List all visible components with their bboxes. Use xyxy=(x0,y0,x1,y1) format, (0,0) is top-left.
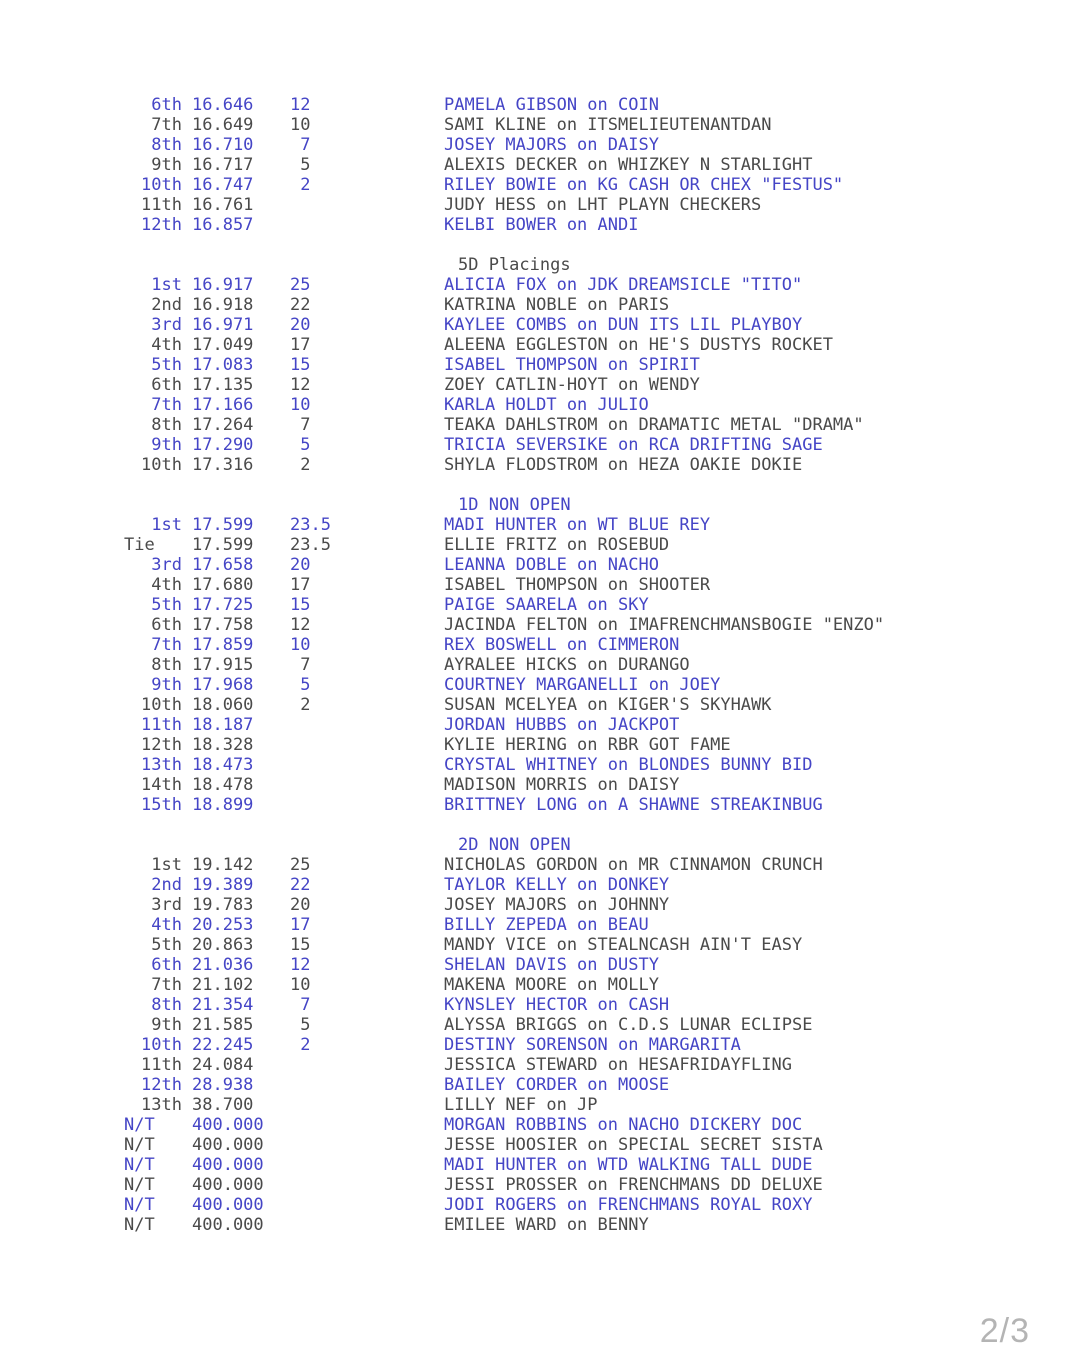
section-title[interactable]: 1D NON OPEN xyxy=(458,495,571,515)
points-cell: 7 xyxy=(290,415,311,435)
points-cell xyxy=(290,1135,336,1155)
time-cell: 400.000 xyxy=(192,1175,264,1195)
time-cell: 19.389 xyxy=(192,875,254,895)
points-cell xyxy=(290,715,336,735)
result-row[interactable] xyxy=(124,715,884,735)
time-cell: 17.968 xyxy=(192,675,254,695)
time-cell: 18.060 xyxy=(192,695,254,715)
result-row xyxy=(124,975,884,995)
time-cell: 16.761 xyxy=(192,195,254,215)
points-cell xyxy=(290,1155,336,1175)
time-cell: 21.102 xyxy=(192,975,254,995)
place-cell: 10th xyxy=(141,695,182,715)
result-row xyxy=(124,575,884,595)
time-cell: 17.290 xyxy=(192,435,254,455)
rider-horse-cell: MAKENA MOORE on MOLLY xyxy=(444,975,659,995)
rider-horse-cell: MORGAN ROBBINS on NACHO DICKERY DOC xyxy=(444,1115,803,1135)
place-cell: N/T xyxy=(124,1175,155,1195)
time-cell: 19.783 xyxy=(192,895,254,915)
section-title: 5D Placings xyxy=(458,255,571,275)
result-row xyxy=(124,335,884,355)
result-row[interactable] xyxy=(124,515,884,535)
result-row xyxy=(124,615,884,635)
result-row[interactable] xyxy=(124,955,884,975)
place-cell: 14th xyxy=(141,775,182,795)
result-row[interactable] xyxy=(124,635,884,655)
rider-horse-cell: JORDAN HUBBS on JACKPOT xyxy=(444,715,680,735)
rider-horse-cell: NICHOLAS GORDON on MR CINNAMON CRUNCH xyxy=(444,855,823,875)
time-cell: 17.166 xyxy=(192,395,254,415)
points-cell: 20 xyxy=(290,895,311,915)
place-cell: 7th xyxy=(151,975,182,995)
result-row[interactable] xyxy=(124,755,884,775)
place-cell: 5th xyxy=(151,595,182,615)
points-cell: 23.5 xyxy=(290,535,331,555)
place-cell: N/T xyxy=(124,1155,155,1175)
result-row[interactable] xyxy=(124,1195,884,1215)
result-row[interactable] xyxy=(124,795,884,815)
points-cell: 2 xyxy=(290,1035,311,1055)
time-cell: 18.478 xyxy=(192,775,254,795)
points-cell: 23.5 xyxy=(290,515,331,535)
time-cell: 38.700 xyxy=(192,1095,254,1115)
place-cell: 15th xyxy=(141,795,182,815)
time-cell: 400.000 xyxy=(192,1195,264,1215)
time-cell: 400.000 xyxy=(192,1155,264,1175)
place-cell: 9th xyxy=(151,435,182,455)
rider-horse-cell: BRITTNEY LONG on A SHAWNE STREAKINBUG xyxy=(444,795,823,815)
result-row xyxy=(124,855,884,875)
place-cell: N/T xyxy=(124,1135,155,1155)
result-row[interactable] xyxy=(124,875,884,895)
place-cell: 10th xyxy=(141,1035,182,1055)
result-row xyxy=(124,1095,884,1115)
section-2d-non-open xyxy=(124,835,884,1235)
rider-horse-cell: KATRINA NOBLE on PARIS xyxy=(444,295,670,315)
rider-horse-cell: ALYSSA BRIGGS on C.D.S LUNAR ECLIPSE xyxy=(444,1015,813,1035)
place-cell: 1st xyxy=(151,515,182,535)
rider-horse-cell: KYNSLEY HECTOR on CASH xyxy=(444,995,670,1015)
place-cell: Tie xyxy=(124,535,155,555)
result-row[interactable] xyxy=(124,175,884,195)
results-document xyxy=(124,95,884,1235)
result-row[interactable] xyxy=(124,995,884,1015)
place-cell: 8th xyxy=(151,995,182,1015)
place-cell: 2nd xyxy=(151,295,182,315)
points-cell: 5 xyxy=(290,435,311,455)
result-row[interactable] xyxy=(124,275,884,295)
rider-horse-cell: RILEY BOWIE on KG CASH OR CHEX "FESTUS" xyxy=(444,175,844,195)
result-row[interactable] xyxy=(124,355,884,375)
result-row[interactable] xyxy=(124,135,884,155)
time-cell: 400.000 xyxy=(192,1135,264,1155)
result-row xyxy=(124,155,884,175)
place-cell: N/T xyxy=(124,1115,155,1135)
rider-horse-cell: TAYLOR KELLY on DONKEY xyxy=(444,875,670,895)
points-cell: 2 xyxy=(290,455,311,475)
result-row xyxy=(124,1135,884,1155)
place-cell: 5th xyxy=(151,355,182,375)
place-cell: 11th xyxy=(141,715,182,735)
time-cell: 21.036 xyxy=(192,955,254,975)
time-cell: 16.917 xyxy=(192,275,254,295)
rider-horse-cell: KELBI BOWER on ANDI xyxy=(444,215,639,235)
result-row[interactable] xyxy=(124,1155,884,1175)
rider-horse-cell: JOSEY MAJORS on JOHNNY xyxy=(444,895,670,915)
rider-horse-cell: ZOEY CATLIN-HOYT on WENDY xyxy=(444,375,700,395)
result-row xyxy=(124,375,884,395)
time-cell: 17.680 xyxy=(192,575,254,595)
place-cell: 9th xyxy=(151,155,182,175)
points-cell: 17 xyxy=(290,575,311,595)
rider-horse-cell: AYRALEE HICKS on DURANGO xyxy=(444,655,690,675)
result-row[interactable] xyxy=(124,435,884,455)
rider-horse-cell: CRYSTAL WHITNEY on BLONDES BUNNY BID xyxy=(444,755,813,775)
time-cell: 17.725 xyxy=(192,595,254,615)
time-cell: 400.000 xyxy=(192,1115,264,1135)
result-row[interactable] xyxy=(124,675,884,695)
result-row[interactable] xyxy=(124,315,884,335)
result-row xyxy=(124,775,884,795)
rider-horse-cell: PAMELA GIBSON on COIN xyxy=(444,95,659,115)
place-cell: 12th xyxy=(141,735,182,755)
result-row xyxy=(124,195,884,215)
result-row[interactable] xyxy=(124,1035,884,1055)
rider-horse-cell: ALEENA EGGLESTON on HE'S DUSTYS ROCKET xyxy=(444,335,833,355)
result-row[interactable] xyxy=(124,395,884,415)
time-cell: 28.938 xyxy=(192,1075,254,1095)
result-row xyxy=(124,1175,884,1195)
points-cell: 7 xyxy=(290,995,311,1015)
points-cell: 15 xyxy=(290,595,311,615)
rider-horse-cell: EMILEE WARD on BENNY xyxy=(444,1215,649,1235)
time-cell: 17.658 xyxy=(192,555,254,575)
points-cell: 10 xyxy=(290,115,311,135)
place-cell: 1st xyxy=(151,275,182,295)
time-cell: 16.971 xyxy=(192,315,254,335)
points-cell: 20 xyxy=(290,555,311,575)
points-cell: 12 xyxy=(290,955,311,975)
points-cell: 17 xyxy=(290,335,311,355)
rider-horse-cell: SAMI KLINE on ITSMELIEUTENANTDAN xyxy=(444,115,772,135)
result-row xyxy=(124,695,884,715)
place-cell: 12th xyxy=(141,215,182,235)
points-cell xyxy=(290,1175,336,1195)
rider-horse-cell: ISABEL THOMPSON on SPIRIT xyxy=(444,355,700,375)
points-cell xyxy=(290,1195,336,1215)
rider-horse-cell: COURTNEY MARGANELLI on JOEY xyxy=(444,675,721,695)
result-row xyxy=(124,295,884,315)
time-cell: 18.899 xyxy=(192,795,254,815)
rider-horse-cell: MANDY VICE on STEALNCASH AIN'T EASY xyxy=(444,935,803,955)
time-cell: 16.710 xyxy=(192,135,254,155)
time-cell: 17.859 xyxy=(192,635,254,655)
result-row[interactable] xyxy=(124,555,884,575)
rider-horse-cell: TRICIA SEVERSIKE on RCA DRIFTING SAGE xyxy=(444,435,823,455)
time-cell: 21.585 xyxy=(192,1015,254,1035)
points-cell: 10 xyxy=(290,635,311,655)
place-cell: 4th xyxy=(151,335,182,355)
rider-horse-cell: LEANNA DOBLE on NACHO xyxy=(444,555,659,575)
points-cell: 17 xyxy=(290,915,311,935)
place-cell: 5th xyxy=(151,935,182,955)
rider-horse-cell: ALEXIS DECKER on WHIZKEY N STARLIGHT xyxy=(444,155,813,175)
rider-horse-cell: SHYLA FLODSTROM on HEZA OAKIE DOKIE xyxy=(444,455,803,475)
time-cell: 17.049 xyxy=(192,335,254,355)
points-cell: 25 xyxy=(290,275,311,295)
result-row xyxy=(124,1055,884,1075)
result-row[interactable] xyxy=(124,1075,884,1095)
place-cell: 13th xyxy=(141,1095,182,1115)
points-cell xyxy=(290,1115,336,1135)
rider-horse-cell: BILLY ZEPEDA on BEAU xyxy=(444,915,649,935)
time-cell: 17.758 xyxy=(192,615,254,635)
place-cell: 3rd xyxy=(151,315,182,335)
points-cell: 10 xyxy=(290,975,311,995)
points-cell xyxy=(290,775,336,795)
result-row xyxy=(124,935,884,955)
points-cell: 5 xyxy=(290,1015,311,1035)
time-cell: 18.187 xyxy=(192,715,254,735)
time-cell: 17.915 xyxy=(192,655,254,675)
results-sections xyxy=(124,95,884,1235)
rider-horse-cell: MADI HUNTER on WTD WALKING TALL DUDE xyxy=(444,1155,813,1175)
result-row xyxy=(124,455,884,475)
section-title[interactable]: 2D NON OPEN xyxy=(458,835,571,855)
place-cell: 12th xyxy=(141,1075,182,1095)
rider-horse-cell: JOSEY MAJORS on DAISY xyxy=(444,135,659,155)
time-cell: 18.473 xyxy=(192,755,254,775)
rider-horse-cell: MADISON MORRIS on DAISY xyxy=(444,775,680,795)
result-row xyxy=(124,115,884,135)
rider-horse-cell: ALICIA FOX on JDK DREAMSICLE "TITO" xyxy=(444,275,803,295)
rider-horse-cell: SHELAN DAVIS on DUSTY xyxy=(444,955,659,975)
points-cell: 7 xyxy=(290,135,311,155)
place-cell: 7th xyxy=(151,395,182,415)
result-row xyxy=(124,655,884,675)
time-cell: 16.747 xyxy=(192,175,254,195)
place-cell: 8th xyxy=(151,655,182,675)
place-cell: 11th xyxy=(141,1055,182,1075)
rider-horse-cell: JACINDA FELTON on IMAFRENCHMANSBOGIE "ENZO" xyxy=(444,615,885,635)
rider-horse-cell: TEAKA DAHLSTROM on DRAMATIC METAL "DRAMA" xyxy=(444,415,864,435)
result-row xyxy=(124,415,884,435)
place-cell: 8th xyxy=(151,415,182,435)
place-cell: 3rd xyxy=(151,895,182,915)
place-cell: 11th xyxy=(141,195,182,215)
rider-horse-cell: KYLIE HERING on RBR GOT FAME xyxy=(444,735,731,755)
points-cell: 20 xyxy=(290,315,311,335)
place-cell: 10th xyxy=(141,455,182,475)
rider-horse-cell: JODI ROGERS on FRENCHMANS ROYAL ROXY xyxy=(444,1195,813,1215)
time-cell: 20.863 xyxy=(192,935,254,955)
rider-horse-cell: SUSAN MCELYEA on KIGER'S SKYHAWK xyxy=(444,695,772,715)
time-cell: 18.328 xyxy=(192,735,254,755)
time-cell: 17.316 xyxy=(192,455,254,475)
time-cell: 17.599 xyxy=(192,515,254,535)
time-cell: 17.135 xyxy=(192,375,254,395)
section-1d-non-open xyxy=(124,495,884,815)
rider-horse-cell: JESSE HOOSIER on SPECIAL SECRET SISTA xyxy=(444,1135,823,1155)
points-cell: 10 xyxy=(290,395,311,415)
points-cell: 7 xyxy=(290,655,311,675)
rider-horse-cell: PAIGE SAARELA on SKY xyxy=(444,595,649,615)
result-row[interactable] xyxy=(124,595,884,615)
points-cell: 25 xyxy=(290,855,311,875)
place-cell: 2nd xyxy=(151,875,182,895)
time-cell: 16.918 xyxy=(192,295,254,315)
rider-horse-cell: ELLIE FRITZ on ROSEBUD xyxy=(444,535,670,555)
place-cell: N/T xyxy=(124,1195,155,1215)
time-cell: 19.142 xyxy=(192,855,254,875)
points-cell xyxy=(290,195,336,215)
place-cell: 7th xyxy=(151,635,182,655)
result-row xyxy=(124,735,884,755)
place-cell: 6th xyxy=(151,95,182,115)
place-cell: 9th xyxy=(151,1015,182,1035)
points-cell: 22 xyxy=(290,875,311,895)
place-cell: 4th xyxy=(151,915,182,935)
time-cell: 20.253 xyxy=(192,915,254,935)
rider-horse-cell: BAILEY CORDER on MOOSE xyxy=(444,1075,670,1095)
place-cell: 1st xyxy=(151,855,182,875)
points-cell: 2 xyxy=(290,695,311,715)
time-cell: 16.646 xyxy=(192,95,254,115)
points-cell xyxy=(290,1215,336,1235)
rider-horse-cell: KAYLEE COMBS on DUN ITS LIL PLAYBOY xyxy=(444,315,803,335)
place-cell: 13th xyxy=(141,755,182,775)
rider-horse-cell: MADI HUNTER on WT BLUE REY xyxy=(444,515,711,535)
points-cell: 12 xyxy=(290,95,311,115)
time-cell: 21.354 xyxy=(192,995,254,1015)
result-row xyxy=(124,895,884,915)
time-cell: 400.000 xyxy=(192,1215,264,1235)
points-cell xyxy=(290,735,336,755)
points-cell xyxy=(290,215,336,235)
result-row xyxy=(124,1015,884,1035)
place-cell: 8th xyxy=(151,135,182,155)
section-5d-placings xyxy=(124,255,884,475)
points-cell: 12 xyxy=(290,615,311,635)
time-cell: 16.649 xyxy=(192,115,254,135)
rider-horse-cell: DESTINY SORENSON on MARGARITA xyxy=(444,1035,741,1055)
rider-horse-cell: LILLY NEF on JP xyxy=(444,1095,598,1115)
place-cell: 7th xyxy=(151,115,182,135)
time-cell: 17.599 xyxy=(192,535,254,555)
place-cell: N/T xyxy=(124,1215,155,1235)
time-cell: 24.084 xyxy=(192,1055,254,1075)
time-cell: 22.245 xyxy=(192,1035,254,1055)
points-cell: 12 xyxy=(290,375,311,395)
time-cell: 16.717 xyxy=(192,155,254,175)
points-cell: 2 xyxy=(290,175,311,195)
time-cell: 16.857 xyxy=(192,215,254,235)
place-cell: 4th xyxy=(151,575,182,595)
points-cell xyxy=(290,795,336,815)
points-cell: 5 xyxy=(290,675,311,695)
time-cell: 17.264 xyxy=(192,415,254,435)
section-results-continued xyxy=(124,95,884,235)
result-row[interactable] xyxy=(124,215,884,235)
points-cell: 15 xyxy=(290,935,311,955)
place-cell: 9th xyxy=(151,675,182,695)
points-cell: 15 xyxy=(290,355,311,375)
rider-horse-cell: JESSI PROSSER on FRENCHMANS DD DELUXE xyxy=(444,1175,823,1195)
result-row xyxy=(124,1215,884,1235)
page-indicator: 2/3 xyxy=(979,1312,1030,1350)
rider-horse-cell: REX BOSWELL on CIMMERON xyxy=(444,635,680,655)
result-row[interactable] xyxy=(124,1115,884,1135)
place-cell: 3rd xyxy=(151,555,182,575)
points-cell xyxy=(290,1095,336,1115)
rider-horse-cell: ISABEL THOMPSON on SHOOTER xyxy=(444,575,711,595)
rider-horse-cell: JESSICA STEWARD on HESAFRIDAYFLING xyxy=(444,1055,792,1075)
place-cell: 6th xyxy=(151,375,182,395)
points-cell: 22 xyxy=(290,295,311,315)
result-row xyxy=(124,535,884,555)
rider-horse-cell: KARLA HOLDT on JULIO xyxy=(444,395,649,415)
place-cell: 6th xyxy=(151,955,182,975)
points-cell xyxy=(290,1075,336,1095)
result-row[interactable] xyxy=(124,915,884,935)
time-cell: 17.083 xyxy=(192,355,254,375)
points-cell xyxy=(290,755,336,775)
place-cell: 6th xyxy=(151,615,182,635)
result-row[interactable] xyxy=(124,95,884,115)
points-cell: 5 xyxy=(290,155,311,175)
points-cell xyxy=(290,1055,336,1075)
place-cell: 10th xyxy=(141,175,182,195)
rider-horse-cell: JUDY HESS on LHT PLAYN CHECKERS xyxy=(444,195,762,215)
